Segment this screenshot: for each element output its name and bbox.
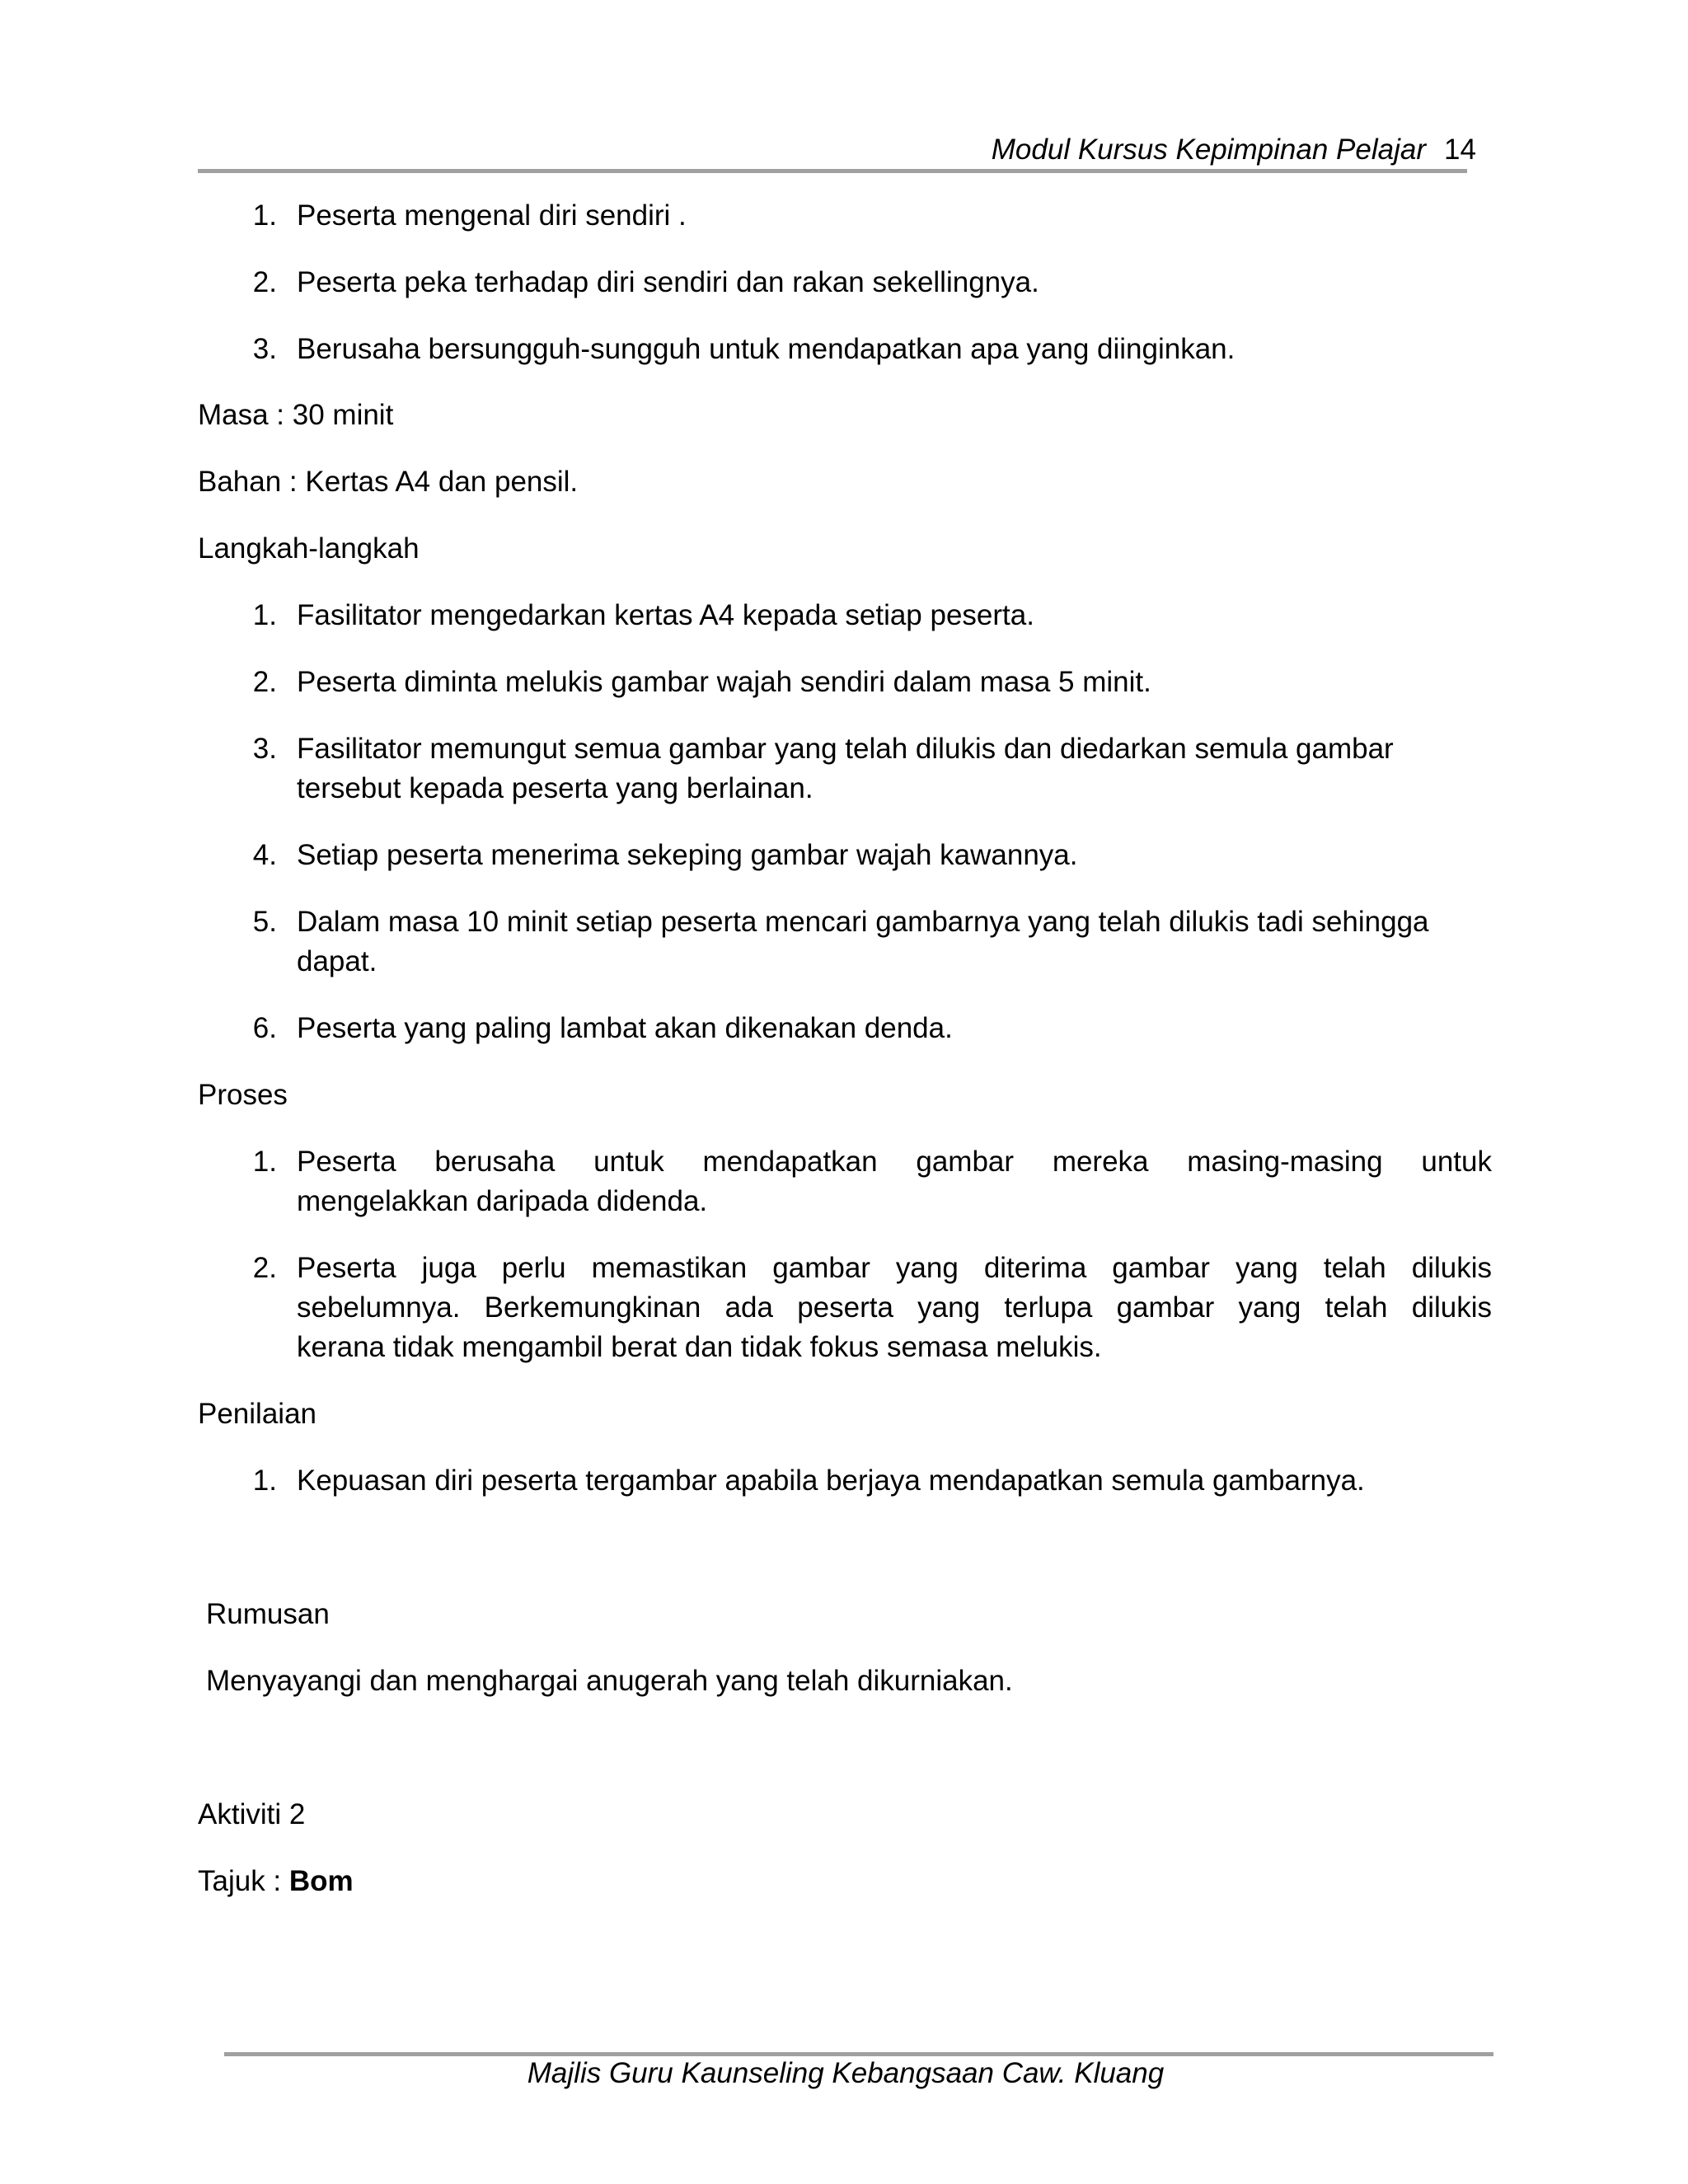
- list-item-number: 1.: [252, 599, 277, 631]
- list-item-number: 1.: [252, 1146, 277, 1178]
- list-item-number: 3.: [252, 733, 277, 765]
- tajuk-value: Bom: [288, 1865, 354, 1897]
- langkah-item-text: tersebut kepada peserta yang berlainan.: [297, 772, 814, 804]
- langkah-heading: Langkah-langkah: [198, 532, 420, 565]
- tajuk-line: [198, 1865, 354, 1898]
- list-item-number: 5.: [252, 906, 277, 938]
- rumusan-text: Menyayangi dan menghargai anugerah yang telah dikurniakan.: [206, 1665, 1013, 1697]
- proses-item-text: mengelakkan daripada didenda.: [297, 1185, 708, 1217]
- masa-line: Masa : 30 minit: [198, 399, 394, 431]
- langkah-item-text: dapat.: [297, 945, 377, 977]
- langkah-item-text: Setiap peserta menerima sekeping gambar wajah kawannya.: [297, 839, 1078, 871]
- list-item-number: 4.: [252, 839, 277, 871]
- proses-item-text: Peserta juga perlu memastikan gambar yang diterima gambar yang telah dilukis: [297, 1252, 1492, 1284]
- rumusan-heading: Rumusan: [206, 1598, 330, 1630]
- list-item-number: 2.: [252, 266, 277, 298]
- aktiviti-label: Aktiviti 2: [198, 1798, 306, 1830]
- list-item-number: 3.: [252, 333, 277, 365]
- list-item-number: 6.: [252, 1012, 277, 1044]
- tajuk-label: Tajuk :: [198, 1865, 289, 1897]
- header-rule: [198, 169, 1467, 173]
- list-item-number: 1.: [252, 199, 277, 232]
- footer-rule: [224, 2052, 1493, 2056]
- langkah-item-text: Fasilitator mengedarkan kertas A4 kepada setiap peserta.: [297, 599, 1034, 631]
- footer-text: Majlis Guru Kaunseling Kebangsaan Caw. Kluang: [527, 2057, 1165, 2089]
- list-item-number: 1.: [252, 1465, 277, 1497]
- langkah-item-text: Dalam masa 10 minit setiap peserta mencari gambarnya yang telah dilukis tadi sehingga: [297, 906, 1429, 938]
- page-number: 14: [1444, 134, 1476, 166]
- langkah-item-text: Peserta diminta melukis gambar wajah sendiri dalam masa 5 minit.: [297, 666, 1151, 698]
- objective-item-text: Berusaha bersungguh-sungguh untuk mendapatkan apa yang diinginkan.: [297, 333, 1236, 365]
- penilaian-heading: Penilaian: [198, 1398, 316, 1430]
- langkah-item-text: Fasilitator memungut semua gambar yang telah dilukis dan diedarkan semula gambar: [297, 733, 1394, 765]
- penilaian-item-text: Kepuasan diri peserta tergambar apabila berjaya mendapatkan semula gambarnya.: [297, 1465, 1365, 1497]
- proses-item-text: sebelumnya. Berkemungkinan ada peserta yang terlupa gambar yang telah dilukis: [297, 1291, 1492, 1324]
- bahan-line: Bahan : Kertas A4 dan pensil.: [198, 466, 579, 498]
- proses-heading: Proses: [198, 1079, 288, 1111]
- proses-item-text: Peserta berusaha untuk mendapatkan gambar mereka masing-masing untuk: [297, 1146, 1492, 1178]
- objective-item-text: Peserta peka terhadap diri sendiri dan rakan sekellingnya.: [297, 266, 1039, 298]
- list-item-number: 2.: [252, 666, 277, 698]
- list-item-number: 2.: [252, 1252, 277, 1284]
- header-title: Modul Kursus Kepimpinan Pelajar: [991, 134, 1426, 166]
- objective-item-text: Peserta mengenal diri sendiri .: [297, 199, 687, 232]
- langkah-item-text: Peserta yang paling lambat akan dikenakan denda.: [297, 1012, 953, 1044]
- proses-item-text: kerana tidak mengambil berat dan tidak fokus semasa melukis.: [297, 1331, 1102, 1363]
